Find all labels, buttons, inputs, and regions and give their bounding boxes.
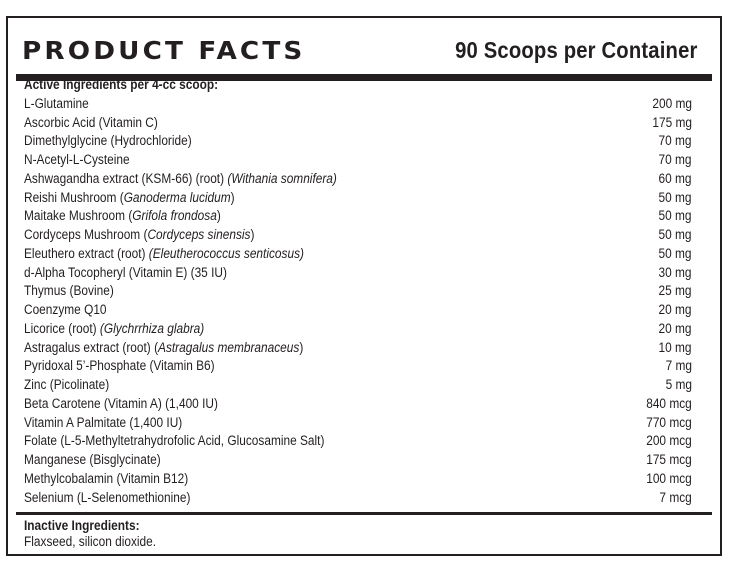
ingredient-amount: 50 mg: [658, 227, 692, 243]
active-ingredients-header: Active Ingredients per 4-cc scoop:: [24, 77, 219, 92]
ingredient-name: Methylcobalamin (Vitamin B12): [24, 470, 189, 486]
ingredient-name: Thymus (Bovine): [24, 283, 114, 299]
ingredient-amount: 175 mg: [652, 114, 692, 130]
product-facts-label: [6, 16, 722, 556]
ingredient-name: Cordyceps Mushroom (Cordyceps sinensis): [24, 227, 255, 243]
ingredient-name: Astragalus extract (root) (Astragalus membranaceus): [24, 339, 304, 355]
ingredient-name: N-Acetyl-L-Cysteine: [24, 152, 130, 168]
ingredient-amount: 7 mg: [665, 358, 692, 374]
ingredient-amount: 770 mcg: [646, 414, 692, 430]
ingredient-row: [24, 357, 692, 376]
ingredient-row: [24, 394, 692, 413]
ingredient-row: [24, 338, 692, 357]
ingredient-row: [24, 150, 692, 169]
ingredient-row: [24, 225, 692, 244]
inactive-ingredients: [24, 518, 156, 550]
ingredient-name: Selenium (L-Selenomethionine): [24, 489, 191, 505]
ingredient-name: Dimethylglycine (Hydrochloride): [24, 133, 192, 149]
ingredient-name: Reishi Mushroom (Ganoderma lucidum): [24, 189, 235, 205]
ingredient-row: [24, 282, 692, 301]
ingredient-amount: 50 mg: [658, 208, 692, 224]
ingredient-amount: 10 mg: [658, 339, 692, 355]
ingredient-row: [24, 488, 692, 507]
ingredient-row: [24, 263, 692, 282]
inactive-ingredients-header: Inactive Ingredients:: [24, 518, 140, 533]
ingredient-row: [24, 300, 692, 319]
ingredient-row: [24, 113, 692, 132]
ingredient-name: Ashwagandha extract (KSM-66) (root) (Withania somnifera): [24, 170, 337, 186]
ingredient-amount: 200 mg: [652, 95, 692, 111]
ingredient-row: [24, 207, 692, 226]
ingredient-name: Licorice (root) (Glychrrhiza glabra): [24, 320, 205, 336]
ingredient-name: Eleuthero extract (root) (Eleutherococcus senticosus): [24, 245, 304, 261]
ingredient-amount: 7 mcg: [659, 489, 692, 505]
label-title: PRODUCT FACTS: [22, 35, 306, 65]
ingredient-row: [24, 450, 692, 469]
ingredient-amount: 25 mg: [658, 283, 692, 299]
ingredient-amount: 30 mg: [658, 264, 692, 280]
ingredient-name: Beta Carotene (Vitamin A) (1,400 IU): [24, 395, 218, 411]
ingredient-amount: 5 mg: [665, 377, 692, 393]
ingredient-amount: 70 mg: [658, 152, 692, 168]
ingredient-row: [24, 469, 692, 488]
ingredient-name: Zinc (Picolinate): [24, 377, 110, 393]
ingredient-row: [24, 132, 692, 151]
ingredient-row: [24, 188, 692, 207]
ingredient-name: Coenzyme Q10: [24, 302, 107, 318]
ingredient-name: L-Glutamine: [24, 95, 89, 111]
ingredient-amount: 200 mcg: [646, 433, 692, 449]
ingredient-row: [24, 244, 692, 263]
ingredient-row: [24, 94, 692, 113]
ingredient-amount: 60 mg: [658, 170, 692, 186]
ingredient-amount: 20 mg: [658, 320, 692, 336]
ingredient-amount: 100 mcg: [646, 470, 692, 486]
servings-per-container: 90 Scoops per Container: [455, 36, 698, 63]
ingredient-list: [24, 94, 692, 507]
ingredient-amount: 175 mcg: [646, 452, 692, 468]
ingredient-amount: 840 mcg: [646, 395, 692, 411]
ingredient-name: Pyridoxal 5’-Phosphate (Vitamin B6): [24, 358, 215, 374]
ingredient-amount: 50 mg: [658, 189, 692, 205]
ingredient-name: Folate (L-5-Methyltetrahydrofolic Acid, Glucosamine Salt): [24, 433, 325, 449]
ingredient-row: [24, 413, 692, 432]
ingredient-row: [24, 432, 692, 451]
ingredient-name: Maitake Mushroom (Grifola frondosa): [24, 208, 221, 224]
ingredient-amount: 50 mg: [658, 245, 692, 261]
bottom-divider: [16, 512, 712, 515]
ingredient-row: [24, 319, 692, 338]
ingredient-name: Vitamin A Palmitate (1,400 IU): [24, 414, 183, 430]
ingredient-row: [24, 375, 692, 394]
inactive-ingredients-text: Flaxseed, silicon dioxide.: [24, 534, 157, 549]
label-header: [22, 28, 698, 72]
ingredient-name: d-Alpha Tocopheryl (Vitamin E) (35 IU): [24, 264, 227, 280]
ingredient-amount: 70 mg: [658, 133, 692, 149]
ingredient-amount: 20 mg: [658, 302, 692, 318]
ingredient-row: [24, 169, 692, 188]
ingredient-name: Ascorbic Acid (Vitamin C): [24, 114, 158, 130]
ingredient-name: Manganese (Bisglycinate): [24, 452, 161, 468]
